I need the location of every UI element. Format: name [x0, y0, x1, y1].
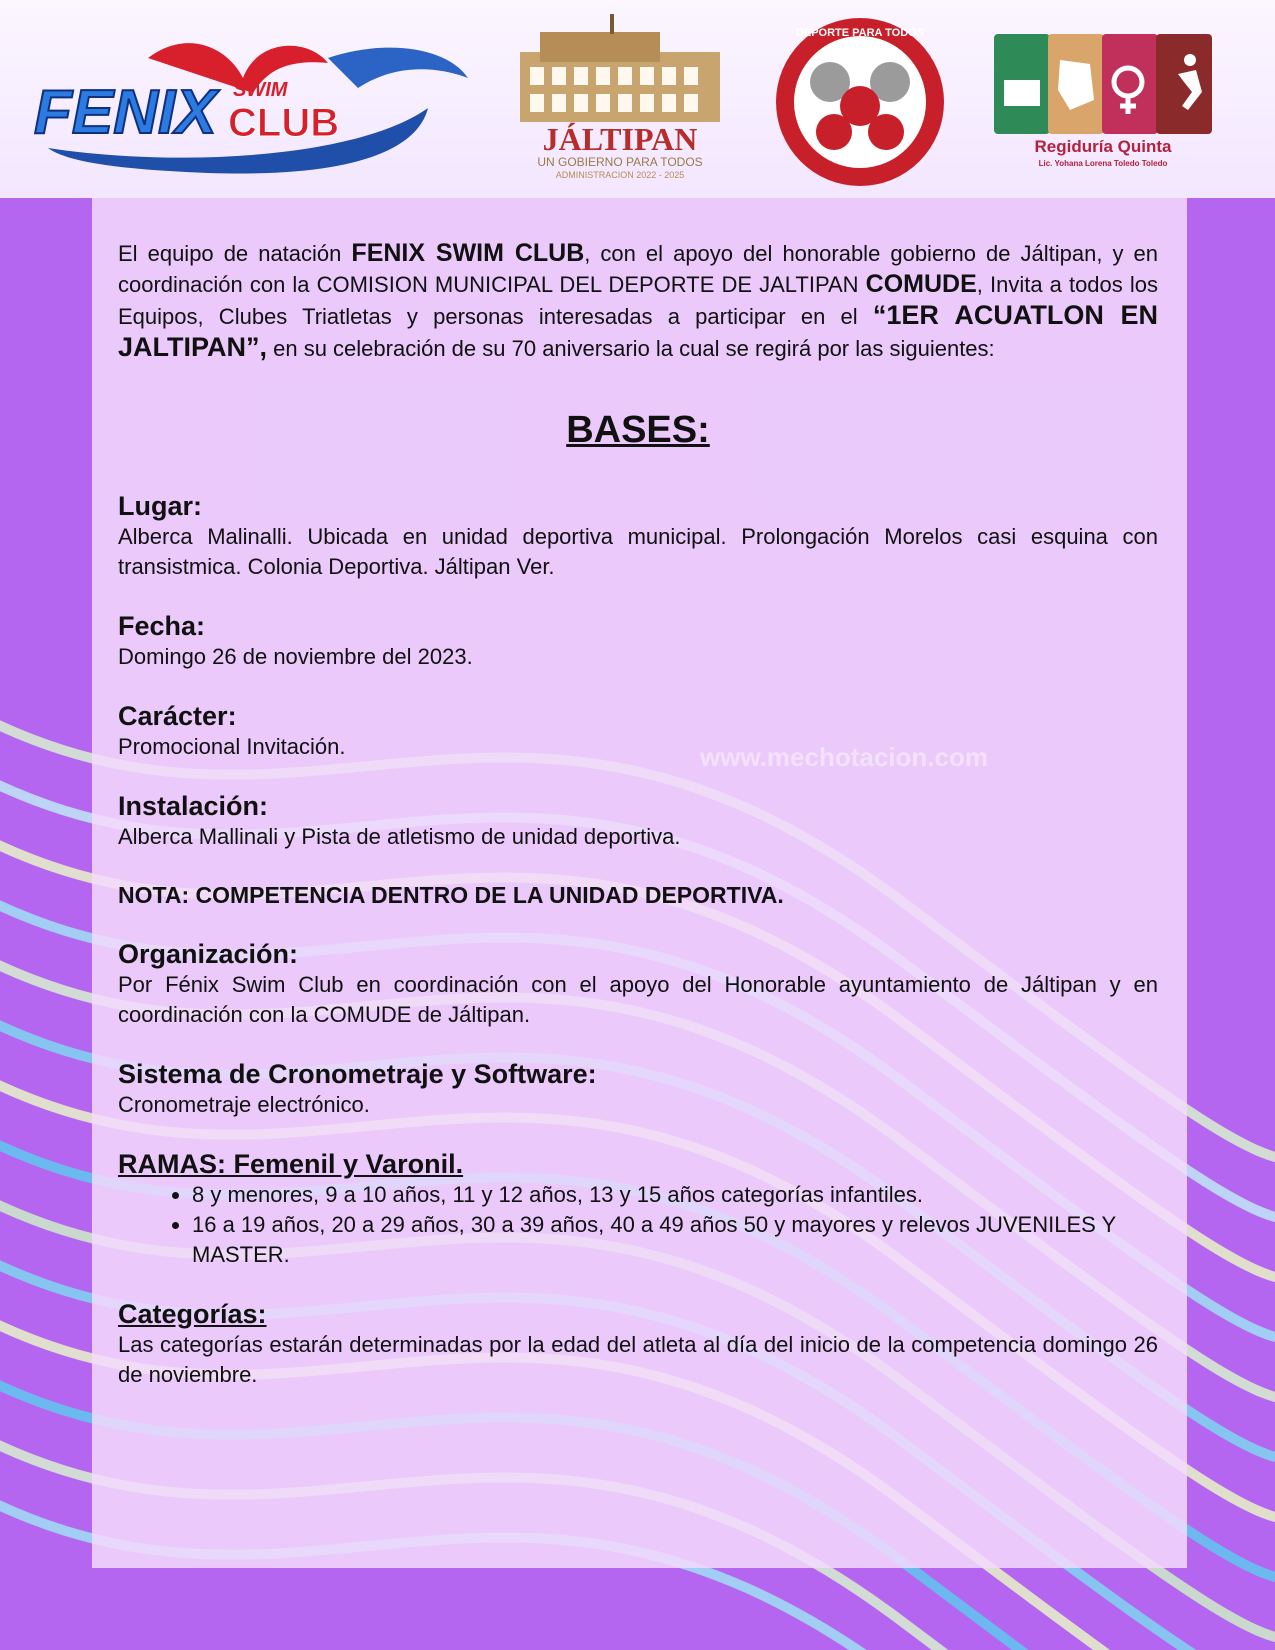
- intro-paragraph: [118, 238, 1158, 364]
- regiduria-subtitle: Lic. Yohana Lorena Toledo Toledo: [1038, 159, 1168, 168]
- fenix-text: FENIX: [34, 78, 217, 147]
- section-text: Cronometraje electrónico.: [118, 1092, 370, 1117]
- nota-text: NOTA: COMPETENCIA DENTRO DE LA UNIDAD DEPORTIVA.: [118, 882, 784, 908]
- section-heading: Fecha:: [118, 611, 206, 641]
- section-text: Las categorías estarán determinadas por la edad del atleta al día del inicio de la competencia domingo 26 de noviembre.: [118, 1332, 1158, 1387]
- intro-text-4: en su celebración de su 70 aniversario la cual se regirá por las siguientes:: [267, 336, 995, 361]
- comude-seal-text: DEPORTE PARA TODOS: [795, 27, 925, 39]
- section-categorias: [118, 1298, 1158, 1390]
- section-organizacion: [118, 938, 1158, 1030]
- section-instalacion: [118, 790, 1158, 852]
- section-lugar: [118, 490, 1158, 582]
- list-item: • 16 a 19 años, 20 a 29 años, 30 a 39 años, 40 a 49 años 50 y mayores y relevos JUVENILES Y MASTER.: [192, 1210, 1158, 1270]
- club-name: FENIX SWIM CLUB: [351, 239, 585, 267]
- swim-text: SWIM: [233, 79, 288, 101]
- section-fecha: [118, 610, 1158, 672]
- list-item: • 8 y menores, 9 a 10 años, 11 y 12 años, 13 y 15 años categorías infantiles.: [192, 1180, 1158, 1210]
- section-text: Alberca Malinalli. Ubicada en unidad deportiva municipal. Prolongación Morelos casi esquina con transistmica. Colonia Deportiva. Jáltipan Ver.: [118, 524, 1158, 579]
- comude-seal-logo: [772, 14, 948, 190]
- section-heading: Lugar:: [118, 491, 202, 521]
- event-name: “1ER ACUATLON EN JALTIPAN”,: [118, 300, 1158, 362]
- club-text: CLUB: [228, 101, 340, 145]
- intro-text-3: , Invita a todos los Equipos, Clubes Triatletas y personas interesadas a participar en el: [118, 272, 1158, 329]
- regiduria-title: Regiduría Quinta: [1034, 137, 1172, 156]
- section-heading: Instalación:: [118, 791, 269, 821]
- section-heading: Carácter:: [118, 701, 237, 731]
- watermark: www.mechotacion.com: [700, 742, 988, 772]
- section-text: Por Fénix Swim Club en coordinación con el apoyo del Honorable ayuntamiento de Jáltipan y en coordinación con la COMUDE de Jáltipan.: [118, 972, 1158, 1027]
- comude-name: COMUDE: [865, 270, 977, 298]
- intro-text-2: , con el apoyo del honorable gobierno de Jáltipan, y en coordinación con la COMISION MUNICIPAL DEL DEPORTE DE JALTIPAN: [118, 241, 1158, 297]
- book-icon: [1004, 80, 1040, 106]
- section-heading: Categorías:: [118, 1299, 267, 1329]
- fenix-swim-club-logo: [28, 18, 478, 178]
- bases-title: BASES:: [566, 409, 710, 451]
- intro-text-1: El equipo de natación: [118, 241, 352, 266]
- section-ramas: [118, 1148, 1158, 1270]
- section-heading: RAMAS: Femenil y Varonil.: [118, 1149, 464, 1179]
- jaltipan-subtitle: UN GOBIERNO PARA TODOS: [537, 155, 703, 169]
- section-sistema: [118, 1058, 1158, 1120]
- jaltipan-title: JÁLTIPAN: [542, 121, 698, 157]
- section-caracter: [118, 700, 1158, 762]
- regiduria-quinta-logo: [990, 30, 1220, 170]
- section-heading: Organización:: [118, 939, 299, 969]
- jaltipan-government-logo: [510, 12, 730, 182]
- section-text: Domingo 26 de noviembre del 2023.: [118, 644, 473, 669]
- section-text: Promocional Invitación.: [118, 734, 346, 759]
- section-text: Alberca Mallinali y Pista de atletismo de unidad deportiva.: [118, 824, 681, 849]
- jaltipan-admin: ADMINISTRACION 2022 - 2025: [555, 170, 685, 180]
- document-body: [118, 238, 1158, 1418]
- header-logos: [0, 0, 1275, 198]
- ramas-list: [118, 1180, 1158, 1270]
- section-heading: Sistema de Cronometraje y Software:: [118, 1059, 597, 1089]
